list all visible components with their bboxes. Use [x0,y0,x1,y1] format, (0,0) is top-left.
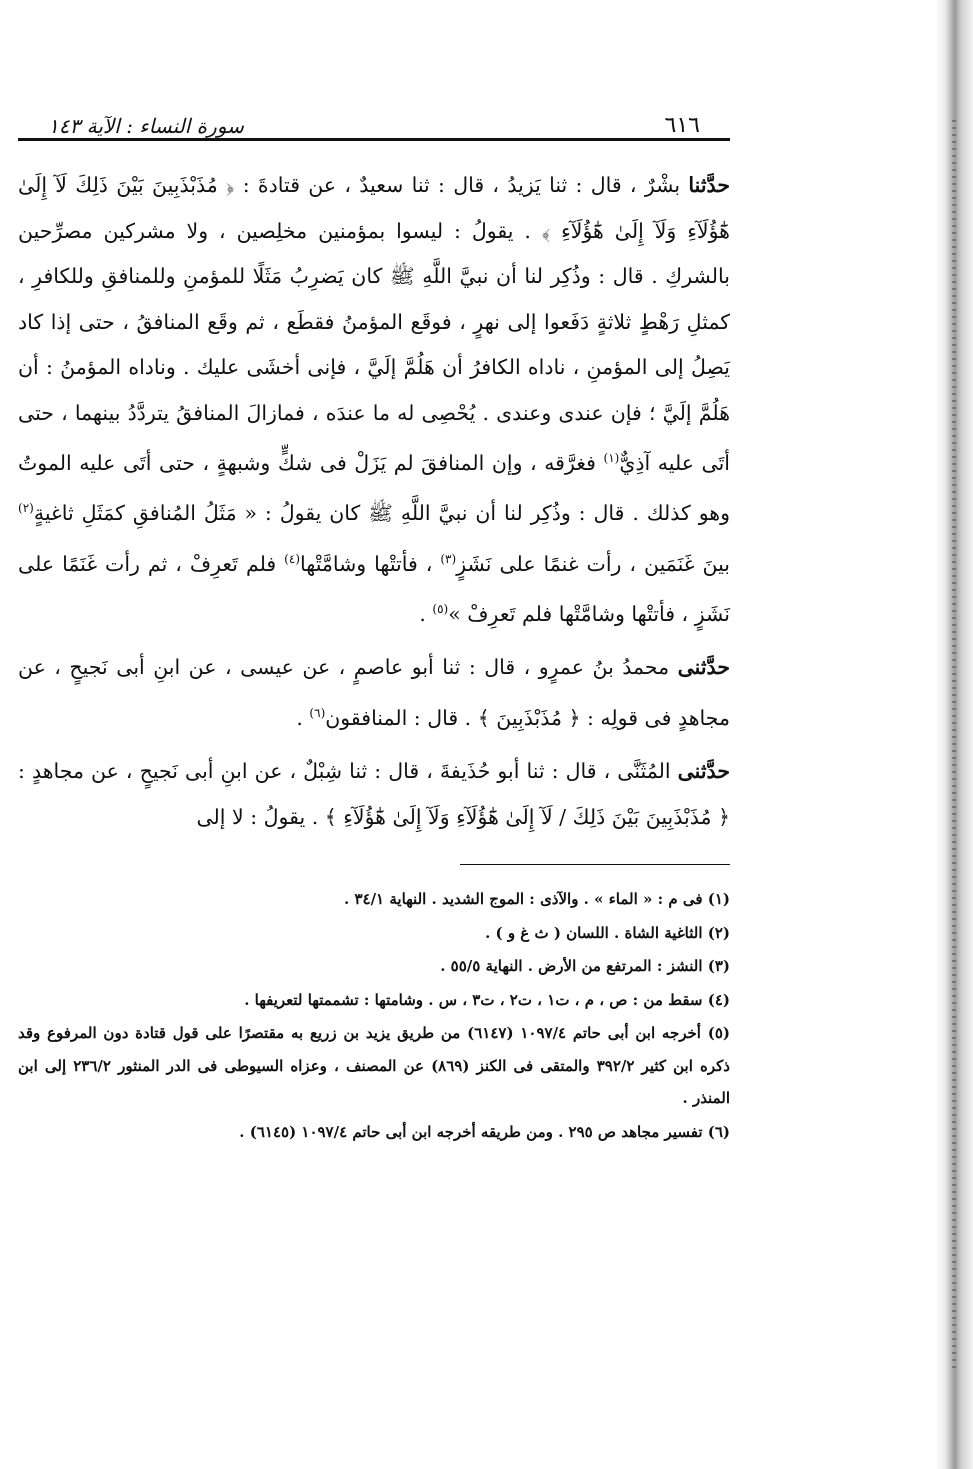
paragraph-text: . [296,705,310,730]
footnote-2: (٢) الثاغية الشاة . اللسان ( ث غ و ) . [485,923,730,942]
footnote-separator [460,864,730,865]
main-text [18,163,730,840]
book-page [18,92,730,1149]
running-title: سورة النساء : الآية ١٤٣ [48,114,244,138]
paragraph-lead: حدَّثنا [688,173,730,197]
footnote-1: (١) فى م : « الماء » . والآذى : الموج الشديد . النهاية ٣٤/١ . [344,890,730,909]
paragraph-2 [18,645,730,741]
paragraph-text: . [419,601,433,626]
footnote-4: (٤) سقط من : ص ، م ، ت١ ، ت٢ ، ت٣ ، س . وشامتها : تشممتها لتعريفها . [244,990,730,1009]
page-number: ٦١٦ [664,113,700,138]
footnote-ref: (٤) [284,551,300,566]
footnote-ref: (١) [603,451,620,465]
paragraph-lead: حدَّثنى [677,759,730,784]
footnote-ref: (٥) [432,601,449,616]
footnote-ref: (٦) [309,705,326,720]
paragraph-text: فغرَّقه ، وإن المنافقَ لم يَزَلْ فى شكٍّ وشبهةٍ ، حتى أتَى عليه الموتُ وهو كذلك . قال : وذُكِر لنا أن نبيَّ اللَّهِ ﷺ كان يقولُ : « مَثَلُ المُنافقِ كمَثَلِ ثاغيةٍ [18,450,730,526]
paragraph-1 [18,163,730,637]
paragraph-text: ، فأتتْها وشامَّتْها [300,551,441,576]
paragraph-lead: حدَّثنى [677,655,730,680]
paragraph-text: بشْرٌ ، قال : ثنا يَزيدُ ، قال : ثنا سعيدٌ ، عن قتادةَ : ﴿ مُذَبْذَبِينَ بَيْنَ ذَلِكَ لَآ إِلَىٰ هَٰٓؤُلَآءِ وَلَآ إِلَىٰ هَٰٓؤُلَآءِ ﴾ . يقولُ : ليسوا بمؤمنين مخلِصين ، ولا مشركين مصرِّحين بالشركِ . قال : وذُكِر لنا أن نبيَّ اللَّهِ ﷺ كان يَضرِبُ مَثَلًا للمؤمنِ وللمنافقِ وللكافرِ ، كمثلِ رَهْطٍ ثلاثةٍ دَفَعوا إلى نهرٍ ، فوقَع المؤمنُ فقطَع ، ثم وقَع المنافقُ ، حتى إذا كاد يَصِلُ إلى المؤمنِ ، ناداه الكافرُ أن هَلُمَّ إلَيَّ ، فإنى أخشَى عليك . وناداه المؤمنُ : أن هَلُمَّ إلَيَّ ؛ فإن عندى وعندى . يُحْصِى له ما عندَه ، فمازالَ المنافقُ يتردَّدُ بينهما ، حتى أتَى عليه آذِيٌّ [18,173,730,475]
footnote-3: (٣) النشز : المرتفع من الأرض . النهاية ٥٥/٥ . [440,957,730,976]
footnotes [18,883,730,1148]
footnote-6: (٦) تفسير مجاهد ص ٢٩٥ . ومن طريقه أخرجه ابن أبى حاتم ١٠٩٧/٤ (٦١٤٥) . [239,1122,730,1141]
footnote-5: (٥) أخرجه ابن أبى حاتم ١٠٩٧/٤ (٦١٤٧) من طريق يزيد بن زريع به مقتصرًا على قول قتادة دون المرفوع وقد ذكره ابن كثير ٣٩٢/٢ والمتقى فى الكنز (٨٦٩) عن المصنف ، وعزاه السيوطى فى الدر المنثور ٢٣٦/٢ إلى ابن المنذر . [18,1024,731,1108]
paragraph-text: فلم تَعرِفْ ، ثم رأت غَنَمًا على نَشَزٍ ، فأتتْها وشامَّتْها فلم تَعرِفْ » [18,551,730,626]
paragraph-text: بينَ غَنَمَين ، رأت غنمًا على نَشَزٍ [456,551,730,576]
paragraph-3 [18,749,730,840]
page-header [18,92,730,141]
paragraph-text: المُثَنَّى ، قال : ثنا أبو حُذَيفةَ ، قال : ثنا شِبْلٌ ، عن ابنِ أبى نَجيحٍ ، عن مجاهدٍ : ﴿ مُذَبْذَبِينَ بَيْنَ ذَلِكَ / لَآ إِلَىٰ هَٰٓؤُلَآءِ وَلَآ إِلَىٰ هَٰٓؤُلَآءِ ﴾ . يقولُ : لا إلى [18,759,730,829]
paragraph-text: محمدُ بنُ عمرٍو ، قال : ثنا أبو عاصمٍ ، عن عيسى ، عن ابنِ أبى نَجيحٍ ، عن مجاهدٍ فى قولِه : ﴿ مُذَبْذَبِينَ ﴾ . قال : المنافقون [18,655,730,730]
footnote-ref: (٢) [18,501,34,516]
footnote-ref: (٣) [440,551,457,566]
book-binding-edge [935,0,973,1469]
